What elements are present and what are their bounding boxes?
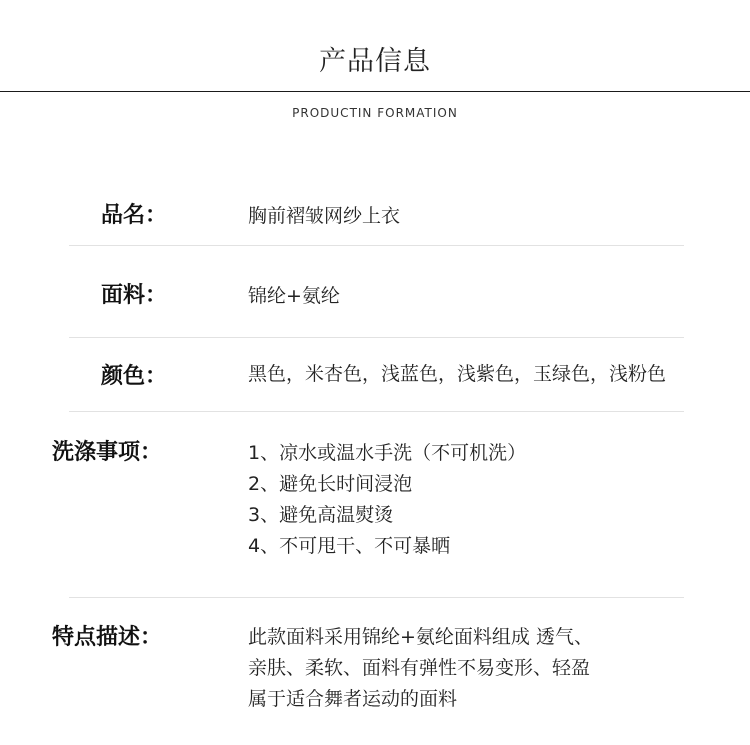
color-value: 黑色，米杏色，浅蓝色，浅紫色，玉绿色，浅粉色	[248, 363, 667, 385]
row-divider	[69, 411, 684, 412]
row-divider	[69, 245, 684, 246]
row-divider	[69, 337, 684, 338]
color-label: 颜色：	[101, 364, 168, 389]
feature-line: 亲肤、柔软、面料有弹性不易变形、轻盈	[248, 657, 591, 679]
fabric-label: 面料：	[101, 283, 168, 308]
product-name-value: 胸前褶皱网纱上衣	[248, 205, 401, 227]
care-line: 3、避免高温熨烫	[248, 504, 394, 526]
product-name-label: 品名：	[101, 203, 168, 228]
row-divider	[69, 597, 684, 598]
care-label: 洗涤事项：	[52, 440, 163, 465]
care-line: 2、避免长时间浸泡	[248, 473, 413, 495]
feature-line: 属于适合舞者运动的面料	[248, 688, 458, 710]
section-title: 产品信息	[319, 46, 431, 77]
header-divider	[0, 91, 750, 92]
features-label: 特点描述：	[52, 625, 163, 650]
care-line: 1、凉水或温水手洗（不可机洗）	[248, 442, 527, 464]
section-subtitle: PRODUCTIN FORMATION	[292, 106, 458, 120]
care-instructions	[248, 438, 526, 562]
fabric-value: 锦纶+氨纶	[248, 285, 340, 307]
care-line: 4、不可甩干、不可暴晒	[248, 535, 451, 557]
feature-line: 此款面料采用锦纶+氨纶面料组成 透气、	[248, 626, 593, 648]
features-description	[248, 622, 593, 715]
